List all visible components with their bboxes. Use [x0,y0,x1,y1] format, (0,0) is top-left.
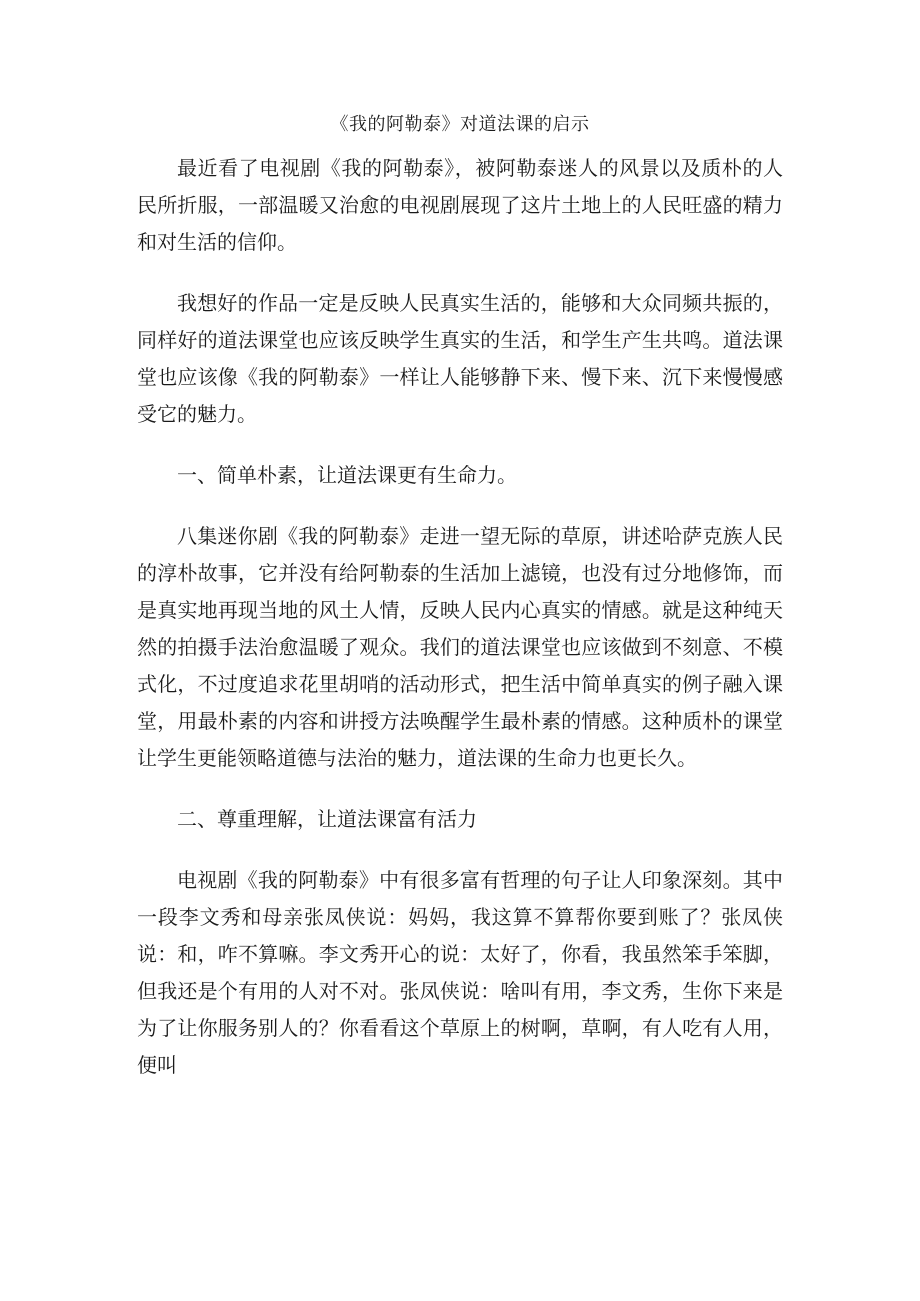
section-heading-1: 一、简单朴素，让道法课更有生命力。 [177,463,517,487]
paragraph-thesis: 我想好的作品一定是反映人民真实生活的，能够和大众同频共振的，同样好的道法课堂也应该反映学生真实的生活，和学生产生共鸣。道法课堂也应该像《我的阿勒泰》一样让人能够静下来、慢下来、沉下来慢慢感受它的魅力。 [137,291,783,426]
document-body [137,150,783,1108]
paragraph-section-1: 八集迷你剧《我的阿勒泰》走进一望无际的草原，讲述哈萨克族人民的淳朴故事，它并没有给阿勒泰的生活加上滤镜，也没有过分地修饰，而是真实地再现当地的风土人情，反映人民内心真实的情感。就是这种纯天然的拍摄手法治愈温暖了观众。我们的道法课堂也应该做到不刻意、不模式化，不过度追求花里胡哨的活动形式，把生活中简单真实的例子融入课堂，用最朴素的内容和讲授方法唤醒学生最朴素的情感。这种质朴的课堂让学生更能领略道德与法治的魅力，道法课的生命力也更长久。 [137,524,783,770]
paragraph-intro: 最近看了电视剧《我的阿勒泰》，被阿勒泰迷人的风景以及质朴的人民所折服，一部温暖又治愈的电视剧展现了这片土地上的人民旺盛的精力和对生活的信仰。 [137,156,783,254]
paragraph-section-2: 电视剧《我的阿勒泰》中有很多富有哲理的句子让人印象深刻。其中一段李文秀和母亲张凤侠说：妈妈，我这算不算帮你要到账了？张凤侠说：和，咋不算嘛。李文秀开心的说：太好了，你看，我虽然笨手笨脚，但我还是个有用的人对不对。张凤侠说：啥叫有用，李文秀，生你下来是为了让你服务别人的？你看看这个草原上的树啊，草啊，有人吃有人用，便叫 [137,868,783,1077]
section-heading-2: 二、尊重理解，让道法课富有活力 [177,807,477,831]
document-title: 《我的阿勒泰》对道法课的启示 [330,114,590,135]
